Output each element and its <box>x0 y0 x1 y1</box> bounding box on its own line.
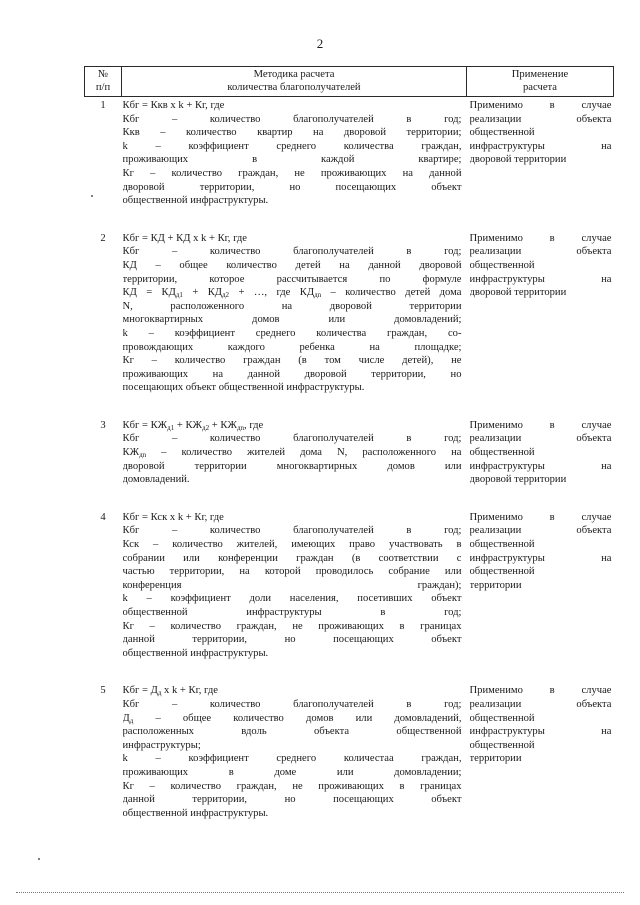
application-line: общественной <box>469 539 535 551</box>
header-number <box>85 67 122 97</box>
subscript-index: дn <box>236 423 245 432</box>
method-cell <box>122 99 467 232</box>
application-line: общественной <box>469 259 535 271</box>
method-line <box>123 286 462 300</box>
header-method-line: Методика расчета <box>253 69 335 80</box>
row-number: 3 <box>100 419 106 431</box>
formula-part: + КД <box>182 287 222 299</box>
application-line: реализации объекта <box>469 433 612 445</box>
formula-line: Кбг = Ккв х k + Кг, где <box>122 100 225 111</box>
application-line: Применимо в случае <box>469 419 612 431</box>
formula-part: – количество детей дома <box>321 287 462 299</box>
subscript-index: д1 <box>167 423 175 432</box>
application-line: реализации объекта <box>469 113 612 125</box>
method-line: Кбг – количество благополучателей в год; <box>122 433 462 445</box>
table-body <box>85 97 614 845</box>
application-cell <box>467 684 614 844</box>
application-line: территории <box>469 753 522 765</box>
application-line: Применимо в случае <box>469 100 612 111</box>
margin-speck <box>91 195 93 197</box>
margin-speck <box>38 858 40 860</box>
formula-part: х k + Кг, где <box>161 685 218 697</box>
method-cell <box>122 419 467 511</box>
method-cell <box>122 511 467 685</box>
method-line: конференция граждан); <box>122 579 462 591</box>
application-line: общественной <box>469 739 535 751</box>
subscript-index: дn <box>314 291 322 300</box>
header-application-line: Применение <box>511 69 569 80</box>
method-line: дворовой территории многоквартирных домов или <box>122 460 462 472</box>
application-line: общественной <box>469 712 535 724</box>
method-line: Кбг – количество благополучателей в год; <box>122 525 462 537</box>
application-line: Применимо в случае <box>469 511 612 523</box>
formula-part: + КЖ <box>174 419 203 431</box>
method-line: Ккв – количество квартир на дворовой территории; <box>122 127 462 139</box>
application-line: инфраструктуры на <box>469 140 612 152</box>
page-number: 2 <box>316 36 324 51</box>
application-line: реализации объекта <box>469 246 612 258</box>
method-line: расположенных вдоль объекта общественной <box>122 726 462 738</box>
formula-part: Кбг = Д <box>122 685 158 697</box>
method-line: общественной инфраструктуры в год; <box>122 607 462 618</box>
table-row <box>85 232 614 419</box>
method-line: Кг – количество граждан, не проживающих в границах <box>122 780 462 792</box>
header-application <box>467 67 614 97</box>
method-line: k – коэффициент доли населения, посетивших объект <box>122 593 462 605</box>
row-number: 2 <box>100 232 106 244</box>
header-method <box>122 67 467 97</box>
method-line: общественной инфраструктуры. <box>122 647 269 659</box>
method-line: частью территории, на которой проводилось собрание или <box>122 566 462 578</box>
method-line: собрании или конференции граждан (в соответствии с <box>122 552 462 564</box>
subscript-index: д2 <box>221 291 230 300</box>
row-number: 5 <box>100 685 106 697</box>
formula-line: Кбг = КД + КД х k + Кг, где <box>122 232 248 244</box>
application-line: дворовой территории <box>469 154 567 166</box>
method-line: N, расположенного на дворовой территории <box>122 300 462 312</box>
formula-part: КЖ <box>122 447 140 459</box>
method-line: данной территории, но посещающих объект <box>122 794 462 806</box>
method-line <box>123 712 462 726</box>
method-line: k – коэффициент среднего количестаа граждан, <box>122 753 462 765</box>
subscript-index: д2 <box>202 423 210 432</box>
application-line: общественной <box>469 447 535 459</box>
method-line: территории, которое рассчитывается по формуле <box>122 273 462 285</box>
method-line: k – коэффициент среднего количества граждан, со- <box>122 327 462 339</box>
application-cell <box>467 99 614 232</box>
formula-part: + …, где КД <box>229 287 315 299</box>
formula-part: Д <box>122 712 130 724</box>
method-line: Кг – количество граждан, не проживающих на данной <box>122 167 462 179</box>
scan-edge-dots <box>16 892 624 893</box>
formula-line <box>123 684 462 698</box>
method-line: k – коэффициент среднего количества граждан, <box>122 140 462 152</box>
application-line: общественной <box>469 566 535 578</box>
method-line: Кск – количество жителей, имеющих право участвовать в <box>122 539 462 551</box>
method-line: общественной инфраструктуры. <box>122 807 269 819</box>
subscript-index: д <box>129 716 134 725</box>
application-line: общественной <box>469 127 535 139</box>
formula-part: – количество жителей дома N, расположенного на <box>146 447 462 459</box>
table-header-row <box>85 67 614 97</box>
method-line: провождающих каждого ребенка на площадке; <box>122 341 462 353</box>
method-cell <box>122 232 467 419</box>
header-method-line: количества благополучателей <box>227 82 361 93</box>
method-line: Кбг – количество благополучателей в год; <box>122 113 462 125</box>
method-line: данной территории, но посещающих объект <box>122 634 462 646</box>
method-line: многоквартирных домов или домовладений; <box>122 314 462 326</box>
header-number-line: п/п <box>95 82 111 93</box>
subscript-index: д1 <box>175 291 183 300</box>
application-line: инфраструктуры на <box>469 552 612 564</box>
application-cell <box>467 232 614 419</box>
table-row <box>85 99 614 232</box>
method-line: проживающих в доме или домовладении; <box>122 766 462 778</box>
method-line: проживающих на данной дворовой территории, но <box>122 368 462 380</box>
subscript-index: дn <box>139 451 147 460</box>
formula-part: – общее количество домов или домовладений, <box>133 712 462 724</box>
method-line: инфраструктуры; <box>122 739 201 751</box>
application-line: реализации объекта <box>469 698 612 710</box>
method-line: Кбг – количество благополучателей в год; <box>122 698 462 710</box>
application-line: дворовой территории <box>469 474 567 486</box>
method-line: проживающих в каждой квартире; <box>122 154 462 166</box>
method-line: Кг – количество граждан (в том числе детей), не <box>122 355 462 367</box>
subscript-index: д <box>157 689 162 698</box>
application-line: Применимо в случае <box>469 685 612 697</box>
table-row <box>85 419 614 511</box>
method-line: КД – общее количество детей на данной дворовой <box>122 259 462 271</box>
formula-line <box>123 419 462 433</box>
table-row <box>85 511 614 685</box>
application-line: Применимо в случае <box>469 232 612 244</box>
method-line: посещающих объект общественной инфраструктуры. <box>122 382 365 394</box>
method-line: домовладений. <box>122 474 190 486</box>
table-row <box>85 684 614 844</box>
formula-part: , где <box>244 419 264 431</box>
method-line <box>123 446 462 460</box>
method-cell <box>122 684 467 844</box>
header-application-line: расчета <box>523 82 557 93</box>
application-line: реализации объекта <box>469 525 612 537</box>
formula-part: Кбг = КЖ <box>122 419 168 431</box>
row-number: 1 <box>100 100 106 111</box>
application-cell <box>467 419 614 511</box>
application-line: дворовой территории <box>469 287 567 299</box>
methodology-table <box>84 66 614 844</box>
formula-part: КД = КД <box>122 287 176 299</box>
method-line: Кг – количество граждан, не проживающих в границах <box>122 620 462 632</box>
row-number: 4 <box>100 511 106 523</box>
method-line: дворовой территории, но посещающих объект <box>122 181 462 193</box>
formula-line: Кбг = Кск х k + Кг, где <box>122 511 224 523</box>
method-line: Кбг – количество благополучателей в год; <box>122 246 462 258</box>
application-cell <box>467 511 614 685</box>
application-line: территории <box>469 579 522 591</box>
header-number-line: № <box>97 69 109 80</box>
application-line: инфраструктуры на <box>469 726 612 738</box>
method-line: общественной инфраструктуры. <box>122 195 269 207</box>
application-line: инфраструктуры на <box>469 460 612 472</box>
formula-part: + КЖ <box>209 419 237 431</box>
application-line: инфраструктуры на <box>469 273 612 285</box>
